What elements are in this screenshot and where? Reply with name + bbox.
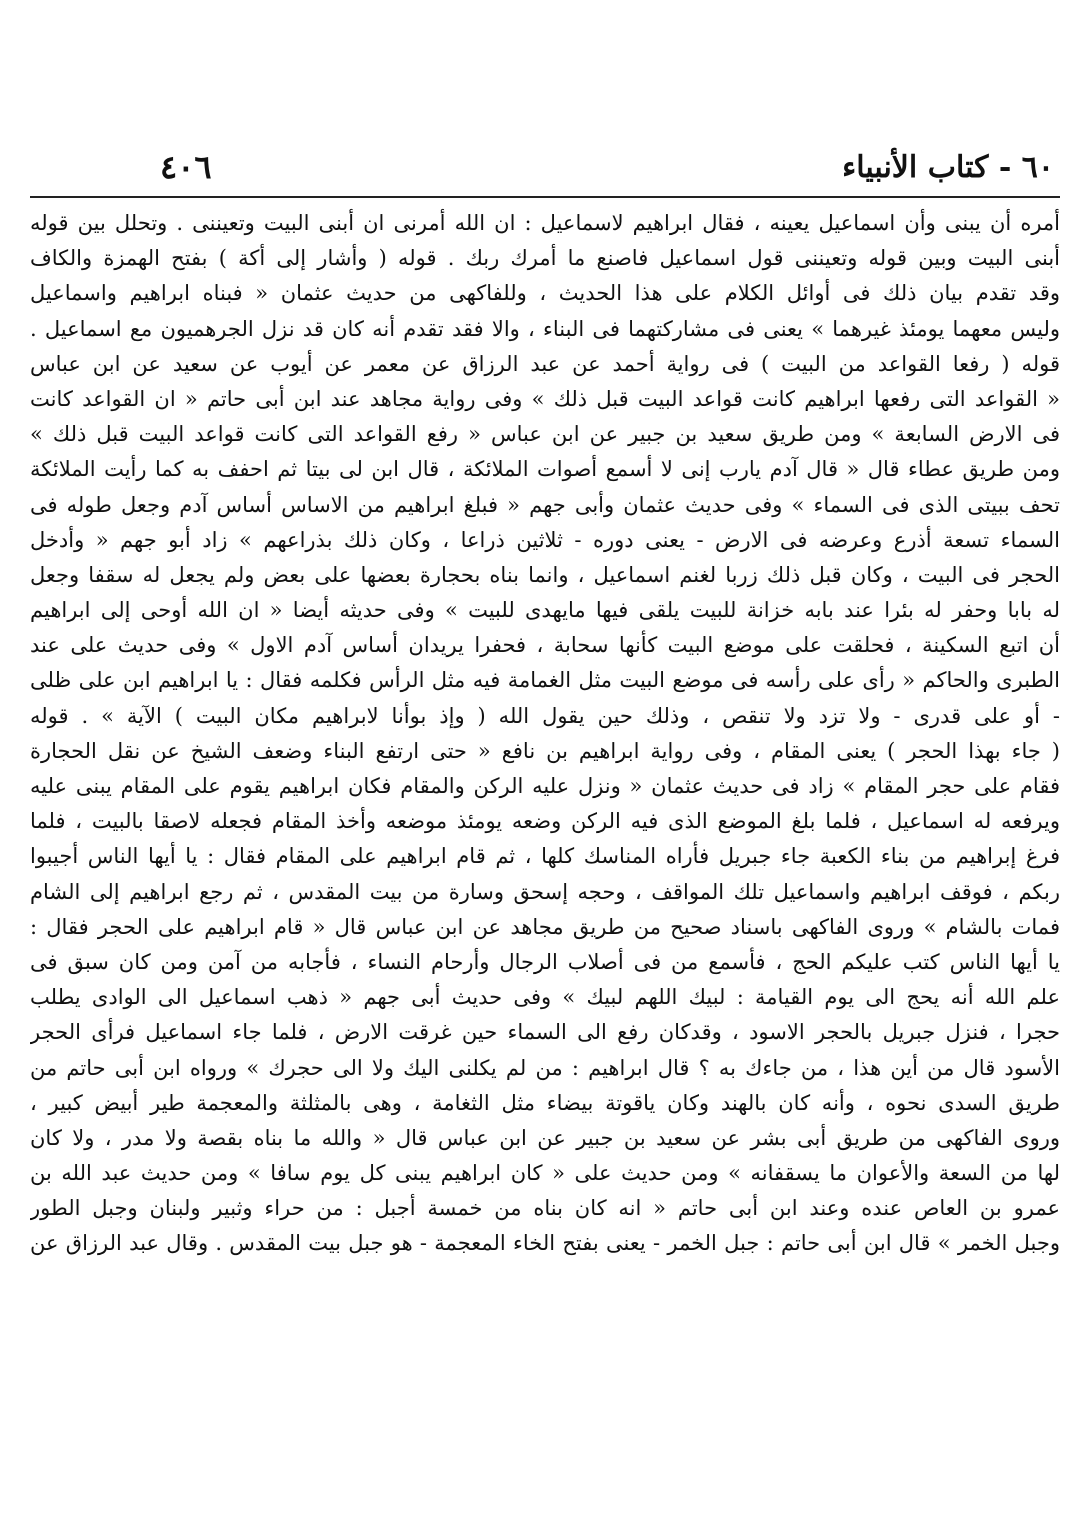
text-line: ويرفعه له اسماعيل ، فلما بلغ الموضع الذى فيه الركن وضعه يومئذ موضعه وأخذ المقام فجعله لاصقا بالبيت ، فلما	[30, 809, 1060, 834]
book-page	[30, 140, 1060, 1262]
text-line: - أو على قدرى - ولا تزد ولا تنقص ، وذلك حين يقول الله ( وإذ بوأنا لابراهيم مكان البيت ) الآية » . قوله	[30, 703, 1060, 728]
text-line: الطبرى والحاكم « رأى على رأسه فى موضع البيت مثل الغمامة فيه مثل الرأس فكلمه فقال : يا ابراهيم ابن على ظلى	[30, 668, 1060, 693]
text-line: له بابا وحفر له بئرا عند بابه خزانة للبيت يلقى فيها مايهدى للبيت » وفى حديثه أيضا « ان الله أوحى إلى ابراهيم	[30, 598, 1060, 623]
page-header	[30, 140, 1060, 196]
text-line: ( جاء بهذا الحجر ) يعنى المقام ، وفى رواية ابراهيم بن نافع « حتى ارتفع البناء وضعف الشيخ عن نقل الحجارة	[30, 738, 1060, 763]
text-line: يا أيها الناس كتب عليكم الحج ، فأسمع من فى أصلاب الرجال وأرحام النساء ، فأجابه من آمن ومن كان سبق فى	[30, 949, 1060, 974]
text-line: ومن طريق عطاء قال « قال آدم يارب إنى لا أسمع أصوات الملائكة ، قال ابن لى بيتا ثم احفف به كما رأيت الملائكة	[30, 457, 1060, 482]
page-number: ٤٠٦	[160, 148, 212, 186]
text-line: وروى الفاكهى من طريق أبى بشر عن سعيد بن جبير عن ابن عباس قال « والله ما بناه بقصة ولا مدر ، ولا كان	[30, 1125, 1060, 1150]
text-line: أبنى البيت وبين قوله وتعيننى قول اسماعيل فاصنع ما أمرك ربك . قوله ( وأشار إلى أكة ) بفتح الهمزة والكاف	[30, 246, 1060, 271]
text-line: عمرو بن العاص عنده وعند ابن أبى حاتم « انه كان بناه من خمسة أجبل : من حراء وثبير ولبنان وجبل الطور	[30, 1196, 1060, 1221]
text-line: علم الله أنه يحج الى يوم القيامة : لبيك اللهم لبيك » وفى حديث أبى جهم « ذهب اسماعيل الى الوادى يطلب	[30, 985, 1060, 1010]
text-line: قوله ( رفعا القواعد من البيت ) فى رواية أحمد عن عبد الرزاق عن معمر عن أيوب عن سعيد عن ابن عباس	[30, 351, 1060, 376]
text-line: حجرا ، فنزل جبريل بالحجر الاسود ، وقدكان رفع الى السماء حين غرقت الارض ، فلما جاء اسماعيل فرأى الحجر	[30, 1020, 1060, 1045]
text-line: الأسود قال من أين هذا ، من جاءك به ؟ قال ابراهيم : من لم يكلنى اليك ولا الى حجرك » ورواه ابن أبى حاتم من	[30, 1055, 1060, 1080]
body-text	[30, 206, 1060, 1262]
text-line: الحجر فى البيت ، وكان قبل ذلك زربا لغنم اسماعيل ، وانما بناه بحجارة بعضها على بعض ولم يجعل له سقفا وجعل	[30, 562, 1060, 587]
text-line: السماء تسعة أذرع وعرضه فى الارض - يعنى دوره - ثلاثين ذراعا ، وكان ذلك بذراعهم » زاد أبو جهم « وأدخل	[30, 527, 1060, 552]
text-line: وقد تقدم بيان ذلك فى أوائل الكلام على هذا الحديث ، وللفاكهى من حديث عثمان « فبناه ابراهيم واسماعيل	[30, 281, 1060, 306]
chapter-title: ٦٠ - كتاب الأنبياء	[842, 150, 1054, 185]
header-rule	[30, 196, 1060, 198]
text-line: طريق السدى نحوه ، وأنه كان بالهند وكان ياقوتة بيضاء مثل الثغامة ، وهى بالمثلثة والمعجمة طير أبيض كبير ،	[30, 1090, 1060, 1115]
text-line: لها من السعة والأعوان ما يسقفانه » ومن حديث على « كان ابراهيم يبنى كل يوم سافا » ومن حديث عبد الله بن	[30, 1161, 1060, 1186]
text-line: ربكم ، فوقف ابراهيم واسماعيل تلك المواقف ، وحجه إسحق وسارة من بيت المقدس ، ثم رجع ابراهيم إلى الشام	[30, 879, 1060, 904]
text-line: فقام على حجر المقام » زاد فى حديث عثمان « ونزل عليه الركن والمقام فكان ابراهيم يقوم على المقام يبنى عليه	[30, 774, 1060, 798]
text-line: تحف ببيتى الذى فى السماء » وفى حديث عثمان وأبى جهم « فبلغ ابراهيم من الاساس أساس آدم وجعل طوله فى	[30, 492, 1060, 517]
text-line: « القواعد التى رفعها ابراهيم كانت قواعد البيت قبل ذلك » وفى رواية مجاهد عند ابن أبى حاتم « ان القواعد كانت	[30, 386, 1060, 411]
text-line: أمره أن يبنى وأن اسماعيل يعينه ، فقال ابراهيم لاسماعيل : ان الله أمرنى ان أبنى البيت وتعيننى . وتحلل بين قوله	[30, 211, 1060, 235]
text-line: وليس معهما يومئذ غيرهما » يعنى فى مشاركتهما فى البناء ، والا فقد تقدم أنه كان قد نزل الجرهميون مع اسماعيل .	[30, 316, 1060, 341]
text-line: فى الارض السابعة » ومن طريق سعيد بن جبير عن ابن عباس « رفع القواعد التى كانت قواعد البيت قبل ذلك »	[30, 422, 1060, 447]
text-line: وجبل الخمر » قال ابن أبى حاتم : جبل الخمر - يعنى بفتح الخاء المعجمة - هو جبل بيت المقدس . وقال عبد الرزاق عن	[30, 1231, 1060, 1256]
text-line: فمات بالشام » وروى الفاكهى باسناد صحيح من طريق مجاهد عن ابن عباس قال « قام ابراهيم على الحجر فقال :	[30, 914, 1060, 939]
text-line: أن اتبع السكينة ، فحلقت على موضع البيت كأنها سحابة ، فحفرا يريدان أساس آدم الاول » وفى حديث على عند	[30, 633, 1060, 658]
text-line: فرغ إبراهيم من بناء الكعبة جاء جبريل فأراه المناسك كلها ، ثم قام ابراهيم على المقام فقال : يا أيها الناس أجيبوا	[30, 844, 1060, 869]
